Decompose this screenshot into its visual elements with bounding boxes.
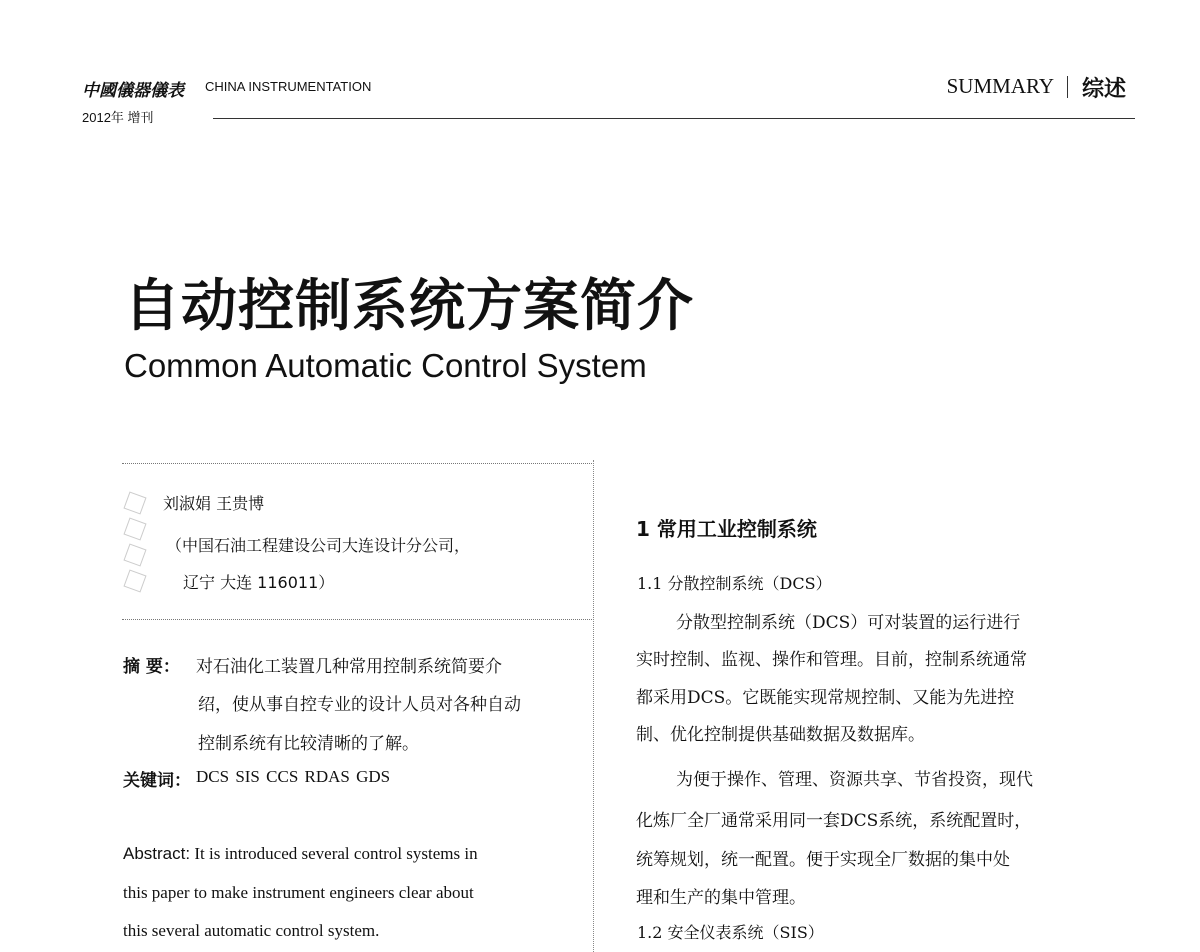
abstract-en-line: this several automatic control system. [123,921,380,940]
abstract-cn-line: 控制系统有比较清晰的了解。 [198,734,419,754]
subsection-heading: 1.2 安全仪表系统（SIS） [637,923,824,942]
abstract-en-text: It is introduced several control systems in [194,844,478,863]
section-label-cn: 综述 [1082,77,1127,102]
section-heading: 1 常用工业控制系统 [636,517,817,541]
journal-name-en: CHINA INSTRUMENTATION [205,79,372,94]
abstract-en-line-1 [123,844,478,864]
body-line: 制、优化控制提供基础数据及数据库。 [636,725,925,745]
affiliation-line-1: （中国石油工程建设公司大连设计分公司， [166,536,471,555]
body-line: 化炼厂全厂通常采用同一套DCS系统，系统配置时， [636,811,1032,831]
column-divider [593,460,594,952]
author-names: 刘淑娟 王贵博 [163,494,265,513]
abstract-cn-line: 绍，使从事自控专业的设计人员对各种自动 [198,695,521,715]
author-box-top-rule [122,463,592,464]
decorative-stamp-icon [124,490,146,594]
journal-logo-cn: 中國儀器儀表 [82,81,184,101]
article-title-cn: 自动控制系统方案简介 [124,274,694,339]
body-line: 都采用DCS。它既能实现常规控制、又能为先进控 [636,688,1015,708]
keywords-values: DCS SIS CCS RDAS GDS [196,767,391,786]
abstract-en-line: this paper to make instrument engineers clear about [123,883,474,902]
author-box-bottom-rule [122,619,592,620]
abstract-en-label: Abstract: [123,844,191,863]
keywords-label: 关键词： [123,771,191,791]
issue-label: 2012年 增刊 [82,110,154,125]
abstract-cn-line: 对石油化工装置几种常用控制系统简要介 [196,657,502,677]
body-line: 理和生产的集中管理。 [636,888,806,908]
affiliation-line-2: 辽宁 大连 116011） [183,573,335,592]
subsection-heading: 1.1 分散控制系统（DCS） [637,574,832,593]
body-line: 为便于操作、管理、资源共享、节省投资，现代 [676,770,1033,790]
section-label-en: SUMMARY [946,74,1054,98]
body-line: 统筹规划，统一配置。便于实现全厂数据的集中处 [636,850,1010,870]
body-line: 分散型控制系统（DCS）可对装置的运行进行 [676,613,1021,633]
header-rule [213,118,1135,119]
article-title-en: Common Automatic Control System [124,347,647,384]
abstract-cn-label: 摘 要： [123,657,180,677]
section-divider [1067,76,1068,98]
body-line: 实时控制、监视、操作和管理。目前，控制系统通常 [636,650,1027,670]
